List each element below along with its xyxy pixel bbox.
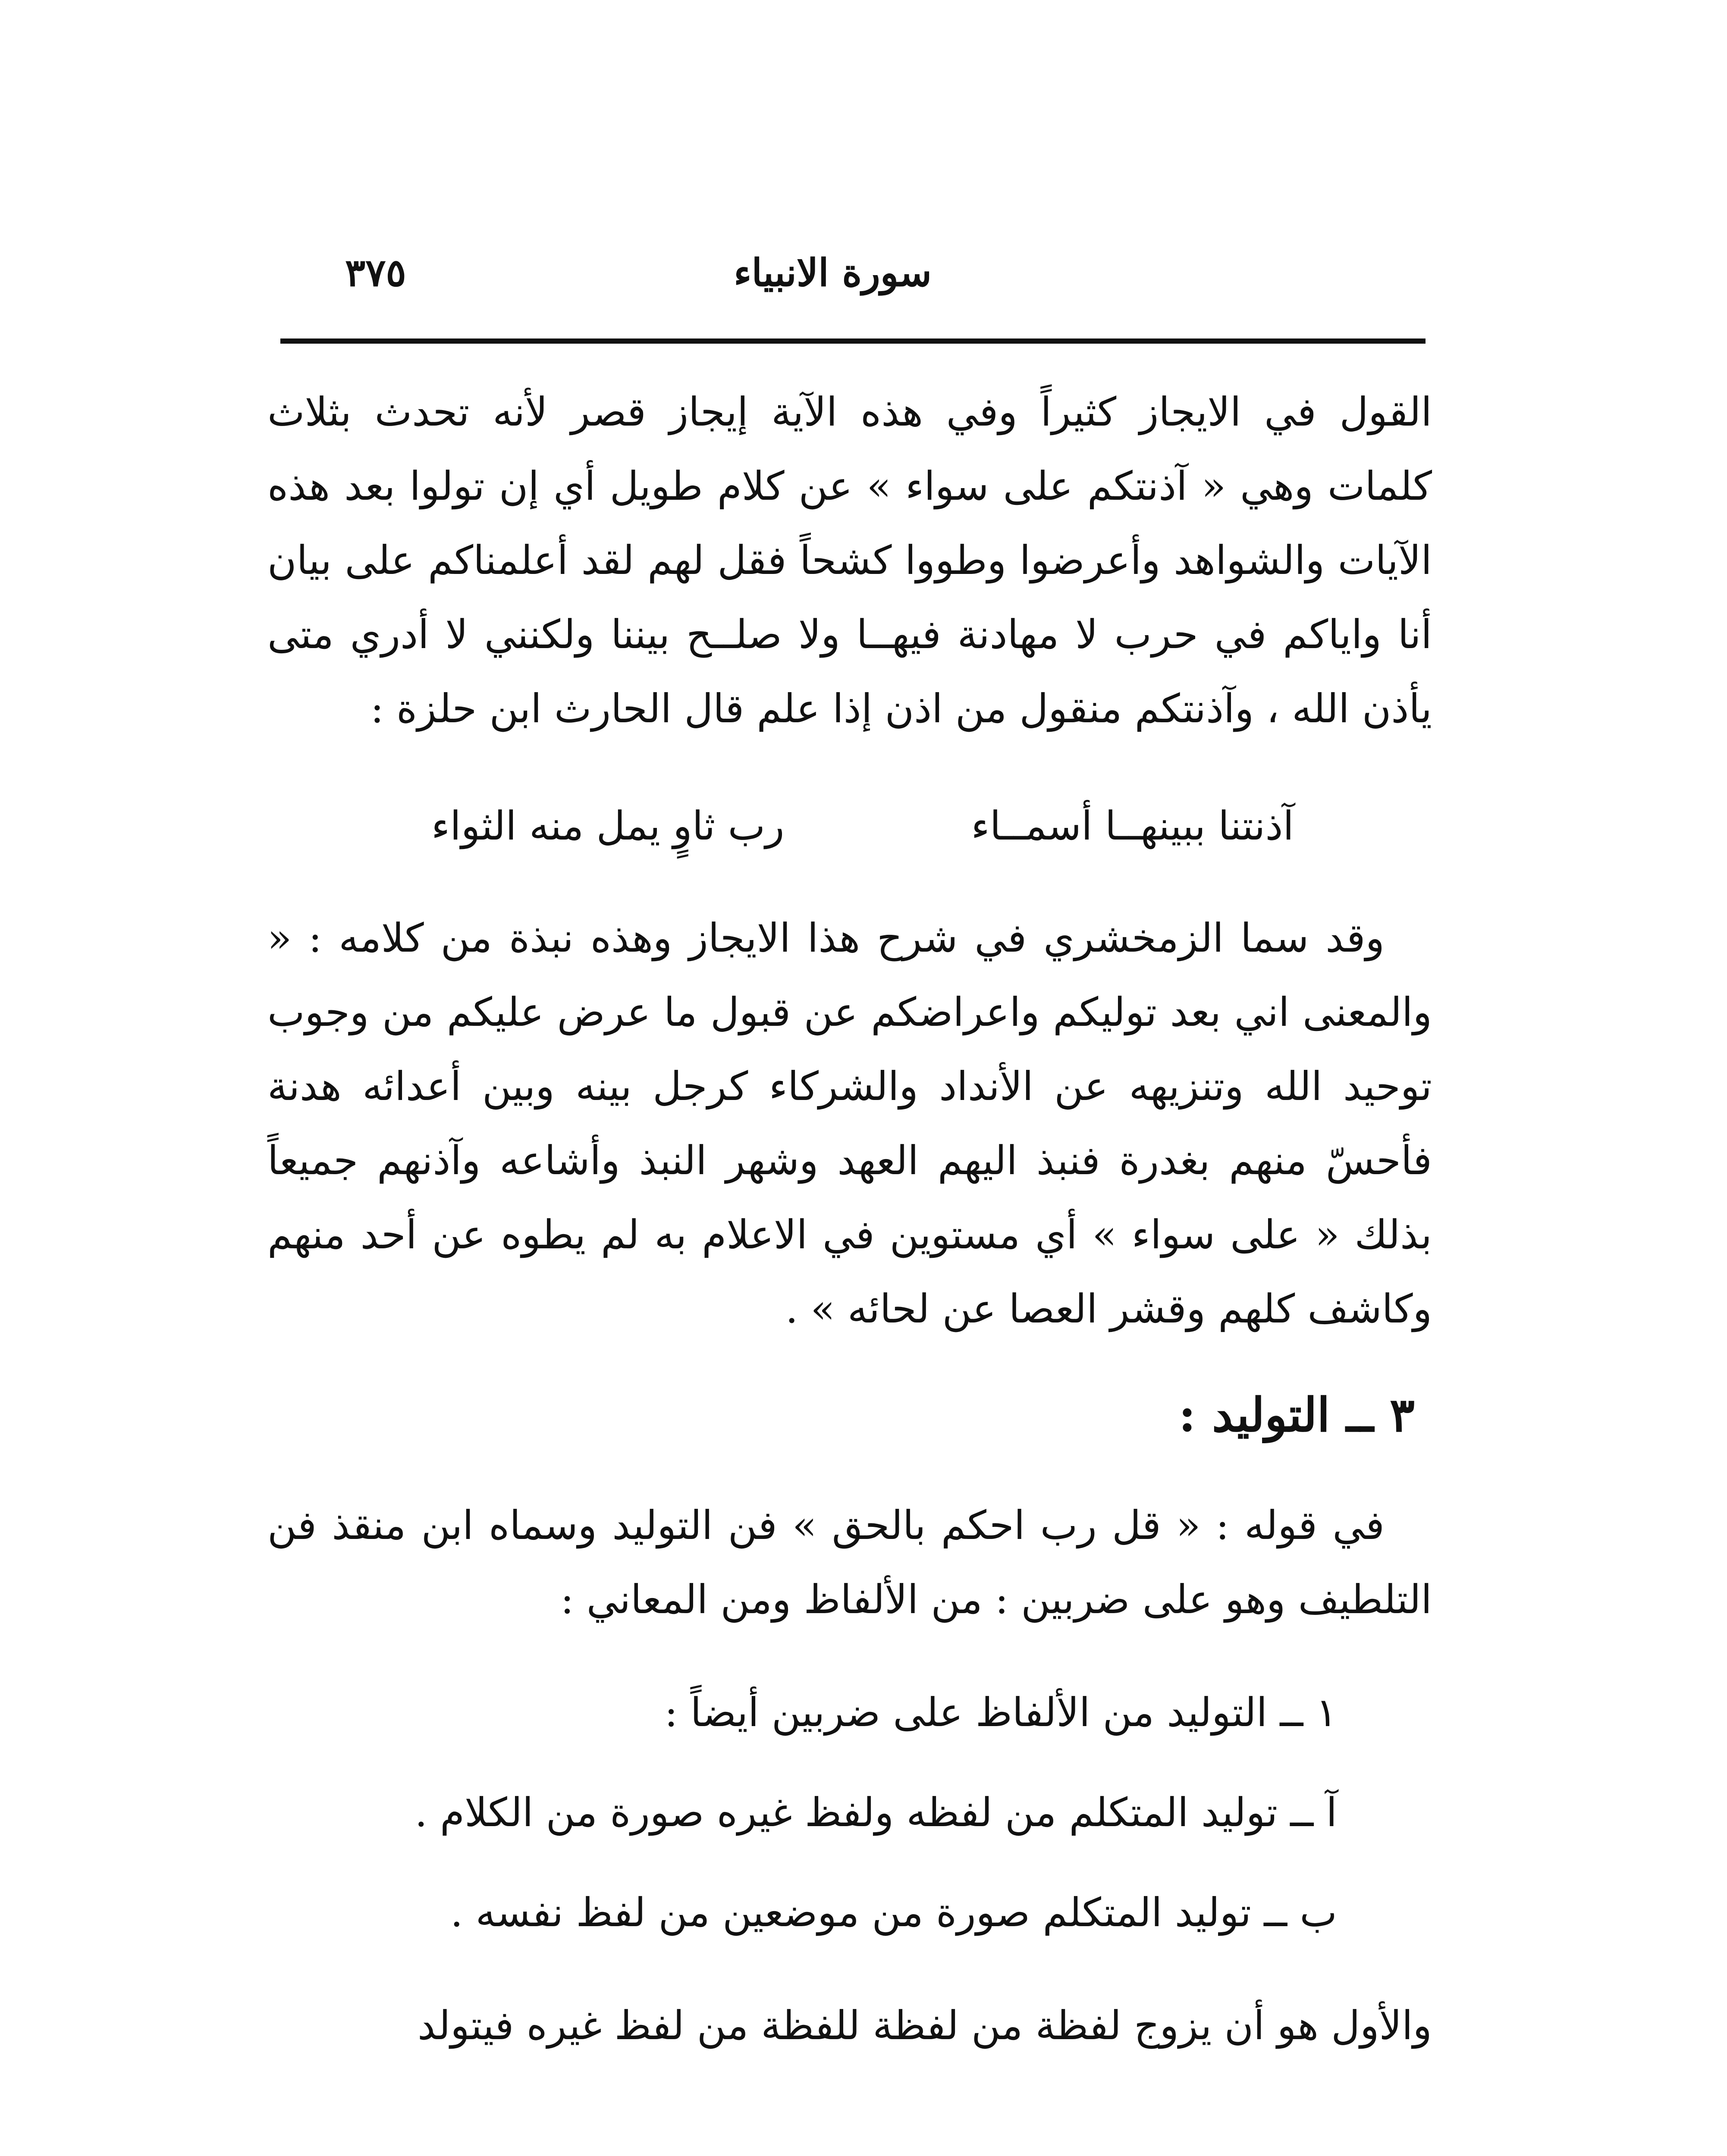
- paragraph-tawleed: في قوله : « قل رب احكم بالحق » فن التوليد وسماه ابن منقذ فن التلطيف وهو على ضربين : من الألفاظ ومن المعاني :: [267, 1502, 1432, 1623]
- spacer: [267, 1850, 1432, 1876]
- verse-first-hemistich: آذنتنا ببينهــا أسمــاء: [971, 803, 1294, 849]
- paragraph-final: والأول هو أن يزوج لفظة من لفظة للفظة من لفظ غيره فيتولد: [417, 2002, 1432, 2049]
- spacer: [267, 1750, 1432, 1776]
- poetry-verse: [267, 772, 1432, 875]
- list-item-a: آ ــ توليد المتكلم من لفظه ولفظ غيره صورة من الكلام .: [414, 1789, 1337, 1836]
- spacer: [267, 1637, 1432, 1676]
- running-header: [276, 241, 1423, 310]
- paragraph-ijaz: القول في الايجاز كثيراً وفي هذه الآية إيجاز قصر لأنه تحدث بثلاث كلمات وهي « آذنتكم على سواء » عن كلام طويل أي إن تولوا بعد هذه الآيات والشواهد وأعرضوا وطووا كشحاً فقل لهم لقد أعلمناكم على بيان أنا واياكم في حرب لا مهادنة فيهــا ولا صلــح بيننا ولكنني لا أدري متى يأذن الله ، وآذنتكم منقول من اذن إذا علم قال الحارث ابن حلزة :: [267, 389, 1432, 732]
- list-item-1: ١ ــ التوليد من الألفاظ على ضربين أيضاً :: [664, 1689, 1337, 1736]
- section-heading: ٣ ــ التوليد :: [1178, 1388, 1415, 1442]
- spacer: [267, 1950, 1432, 1989]
- page-number: ٣٧٥: [345, 250, 406, 295]
- header-rule: [280, 338, 1426, 344]
- chapter-title: سورة الانبياء: [734, 250, 932, 295]
- page-body: [267, 375, 1432, 2063]
- paragraph-zamakhshari: وقد سما الزمخشري في شرح هذا الايجاز وهذه نبذة من كلامه : « والمعنى اني بعد توليكم واعراضكم عن قبول ما عرض عليكم من وجوب توحيد الله وتنزيهه عن الأنداد والشركاء كرجل بينه وبين أعدائه هدنة فأحسّ منهم بغدرة فنبذ اليهم العهد وشهر النبذ وأشاعه وآذنهم جميعاً بذلك « على سواء » أي مستوين في الاعلام به لم يطوه عن أحد منهم وكاشف كلهم وقشر العصا عن لحائه » .: [267, 915, 1432, 1332]
- verse-second-hemistich: رب ثاوٍ يمل منه الثواء: [431, 803, 785, 849]
- list-item-b: ب ــ توليد المتكلم صورة من موضعين من لفظ نفسه .: [450, 1890, 1337, 1936]
